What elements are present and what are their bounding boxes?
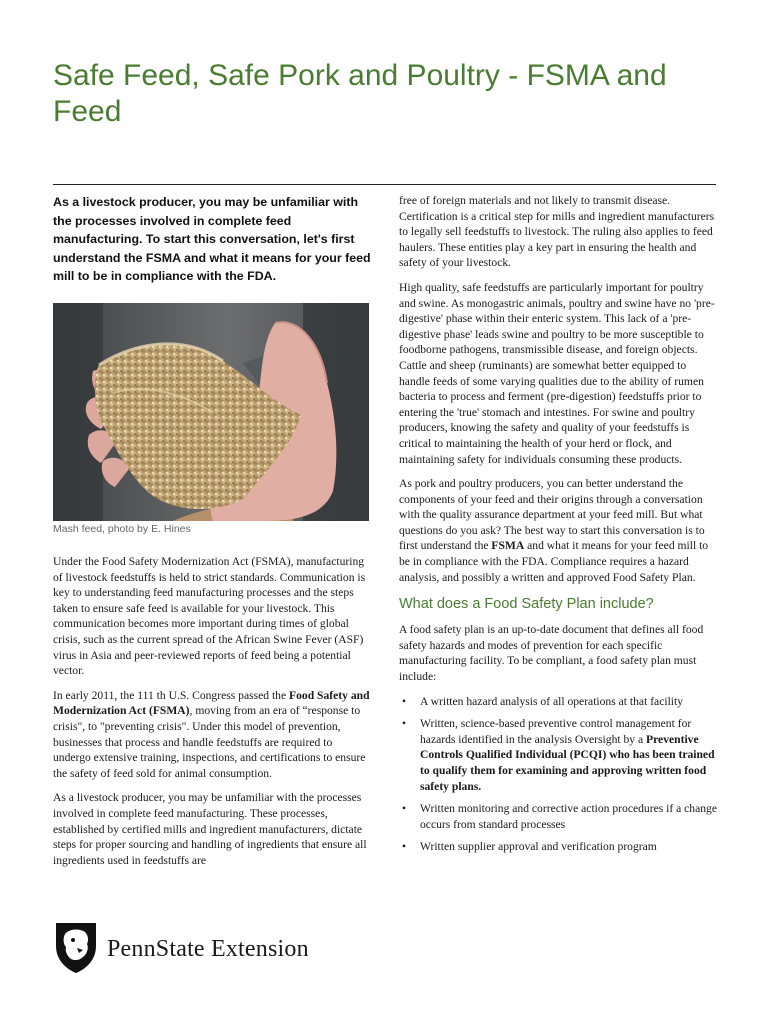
fsma-full-name: Food Safety and Modernization Act (FSMA): [53, 688, 370, 718]
congress-text-a: In early 2011, the 111 th U.S. Congress passed the: [53, 688, 290, 702]
lead-paragraph: As a livestock producer, you may be unfamiliar with the processes involved in complete feed manufacturing. To start this conversation, let's first understand the FSMA and what it means for your feed mill to be in compliance with the FDA.: [53, 195, 371, 283]
congress-text-b: , moving from an era of “response to crisis", to "preventing crisis". Under this model of prevention, businesses that process and handle feedstuffs are required to undergo extensive training, inspections, and certifications to ensure the safety of feed sold for animal consumption.: [53, 704, 366, 780]
header-divider: [53, 184, 716, 185]
monogastric-paragraph: High quality, safe feedstuffs are particularly important for poultry and swine. As monogastric animals, poultry and swine have no 'pre-digestive' phase within their enteric system. This lack of a 'pre-digestive phase' leads swine and poultry to be more susceptible to foodborne pathogens, transmissible disease, and foreign objects. Cattle and sheep (ruminants) are somewhat better equipped to handle feeds of some varying qualities due to the ability of rumen bacteria to process and ferment (pre-digestion) feedstuffs prior to entering the 'true' stomach and intestines. For swine and poultry producers, knowing the safety and quality of your feedstuffs is critical to maintaining the health of your herd or flock, and maintaining safety for individuals consuming these products.: [399, 280, 715, 466]
photo-caption: Mash feed, photo by E. Hines: [53, 523, 191, 535]
right-column: [399, 193, 717, 862]
pcqi-full-name: Preventive Controls Qualified Individual: [420, 732, 699, 762]
pcqi-paren-open: (: [566, 748, 574, 762]
food-safety-plan-heading: What does a Food Safety Plan include?: [399, 596, 654, 613]
left-column: [53, 554, 371, 877]
conversation-text-a: As pork and poultry producers, you can better understand the components of your feed and their origins through a conversation with the quality assurance department at your feed mill. But what questions do you ask? The best way to start this conversation is to first understand the: [399, 477, 705, 553]
list-item-text: Written monitoring and corrective action procedures if a change occurs from standard processes: [420, 802, 717, 831]
logo-text: PennState Extension: [107, 936, 309, 962]
list-item: [399, 694, 717, 710]
nittany-lion-shield-icon: [53, 920, 99, 979]
fsma-intro-paragraph: Under the Food Safety Modernization Act (FSMA), manufacturing of livestock feedstuffs is held to strict standards. Communication is key to understanding feed manufacturing processes and the steps taken to ensure safe feed is available for your livestock. This communication becomes more important during times of global crisis, such as the current spread of the African Swine Fever (ASF) virus in Asia and peer-reviewed reports of feed being a potential vector.: [53, 555, 366, 678]
list-item-text: A written hazard analysis of all operations at that facility: [420, 694, 684, 708]
fsma-acronym: FSMA: [491, 539, 525, 553]
requirements-list: [399, 694, 717, 855]
list-item: [399, 801, 717, 832]
food-safety-plan-paragraph: A food safety plan is an up-to-date document that defines all food safety hazards and modes of prevention for each specific manufacturing facility. To be compliant, a food safety plan must include:: [399, 623, 704, 684]
bullet-icon: •: [402, 717, 407, 731]
page-title: Safe Feed, Safe Pork and Poultry - FSMA and Feed: [53, 59, 667, 128]
list-item: [399, 716, 717, 794]
list-item: [399, 839, 717, 855]
producer-paragraph: As a livestock producer, you may be unfamiliar with the processes involved in complete feed manufacturing. These processes, established by certified mills and ingredient manufacturers, dictate steps for proper sourcing and handling of ingredients that ensure all ingredients used in feedstuffs are: [53, 791, 367, 867]
pennstate-extension-logo: [53, 922, 343, 977]
list-item-text: Written supplier approval and verification program: [420, 840, 657, 854]
bullet-icon: •: [402, 802, 407, 816]
list-item-text: ) who has been trained to qualify them for examining and approving written food safety plans.: [420, 748, 715, 793]
mash-feed-photo: [53, 303, 369, 521]
conversation-text-b: and what it means for your feed mill to be in compliance with the FDA. Compliance requires a hazard analysis, and possibly a written and approved Food Safety Plan.: [399, 539, 709, 584]
bullet-icon: •: [402, 840, 407, 854]
list-item-text: Written, science-based preventive control management for hazards identified in the analysis Oversight by a: [420, 717, 692, 746]
certification-paragraph: free of foreign materials and not likely to transmit disease. Certification is a critical step for mills and ingredient manufacturers to legally sell feedstuffs to livestock. The ruling also applies to feed haulers. These entities play a key part in ensuring the health and safety of your livestock.: [399, 194, 715, 270]
conversation-paragraph: [399, 476, 717, 585]
bullet-icon: •: [402, 694, 407, 708]
pcqi-acronym: PCQI: [573, 748, 603, 762]
congress-paragraph: [53, 688, 371, 782]
